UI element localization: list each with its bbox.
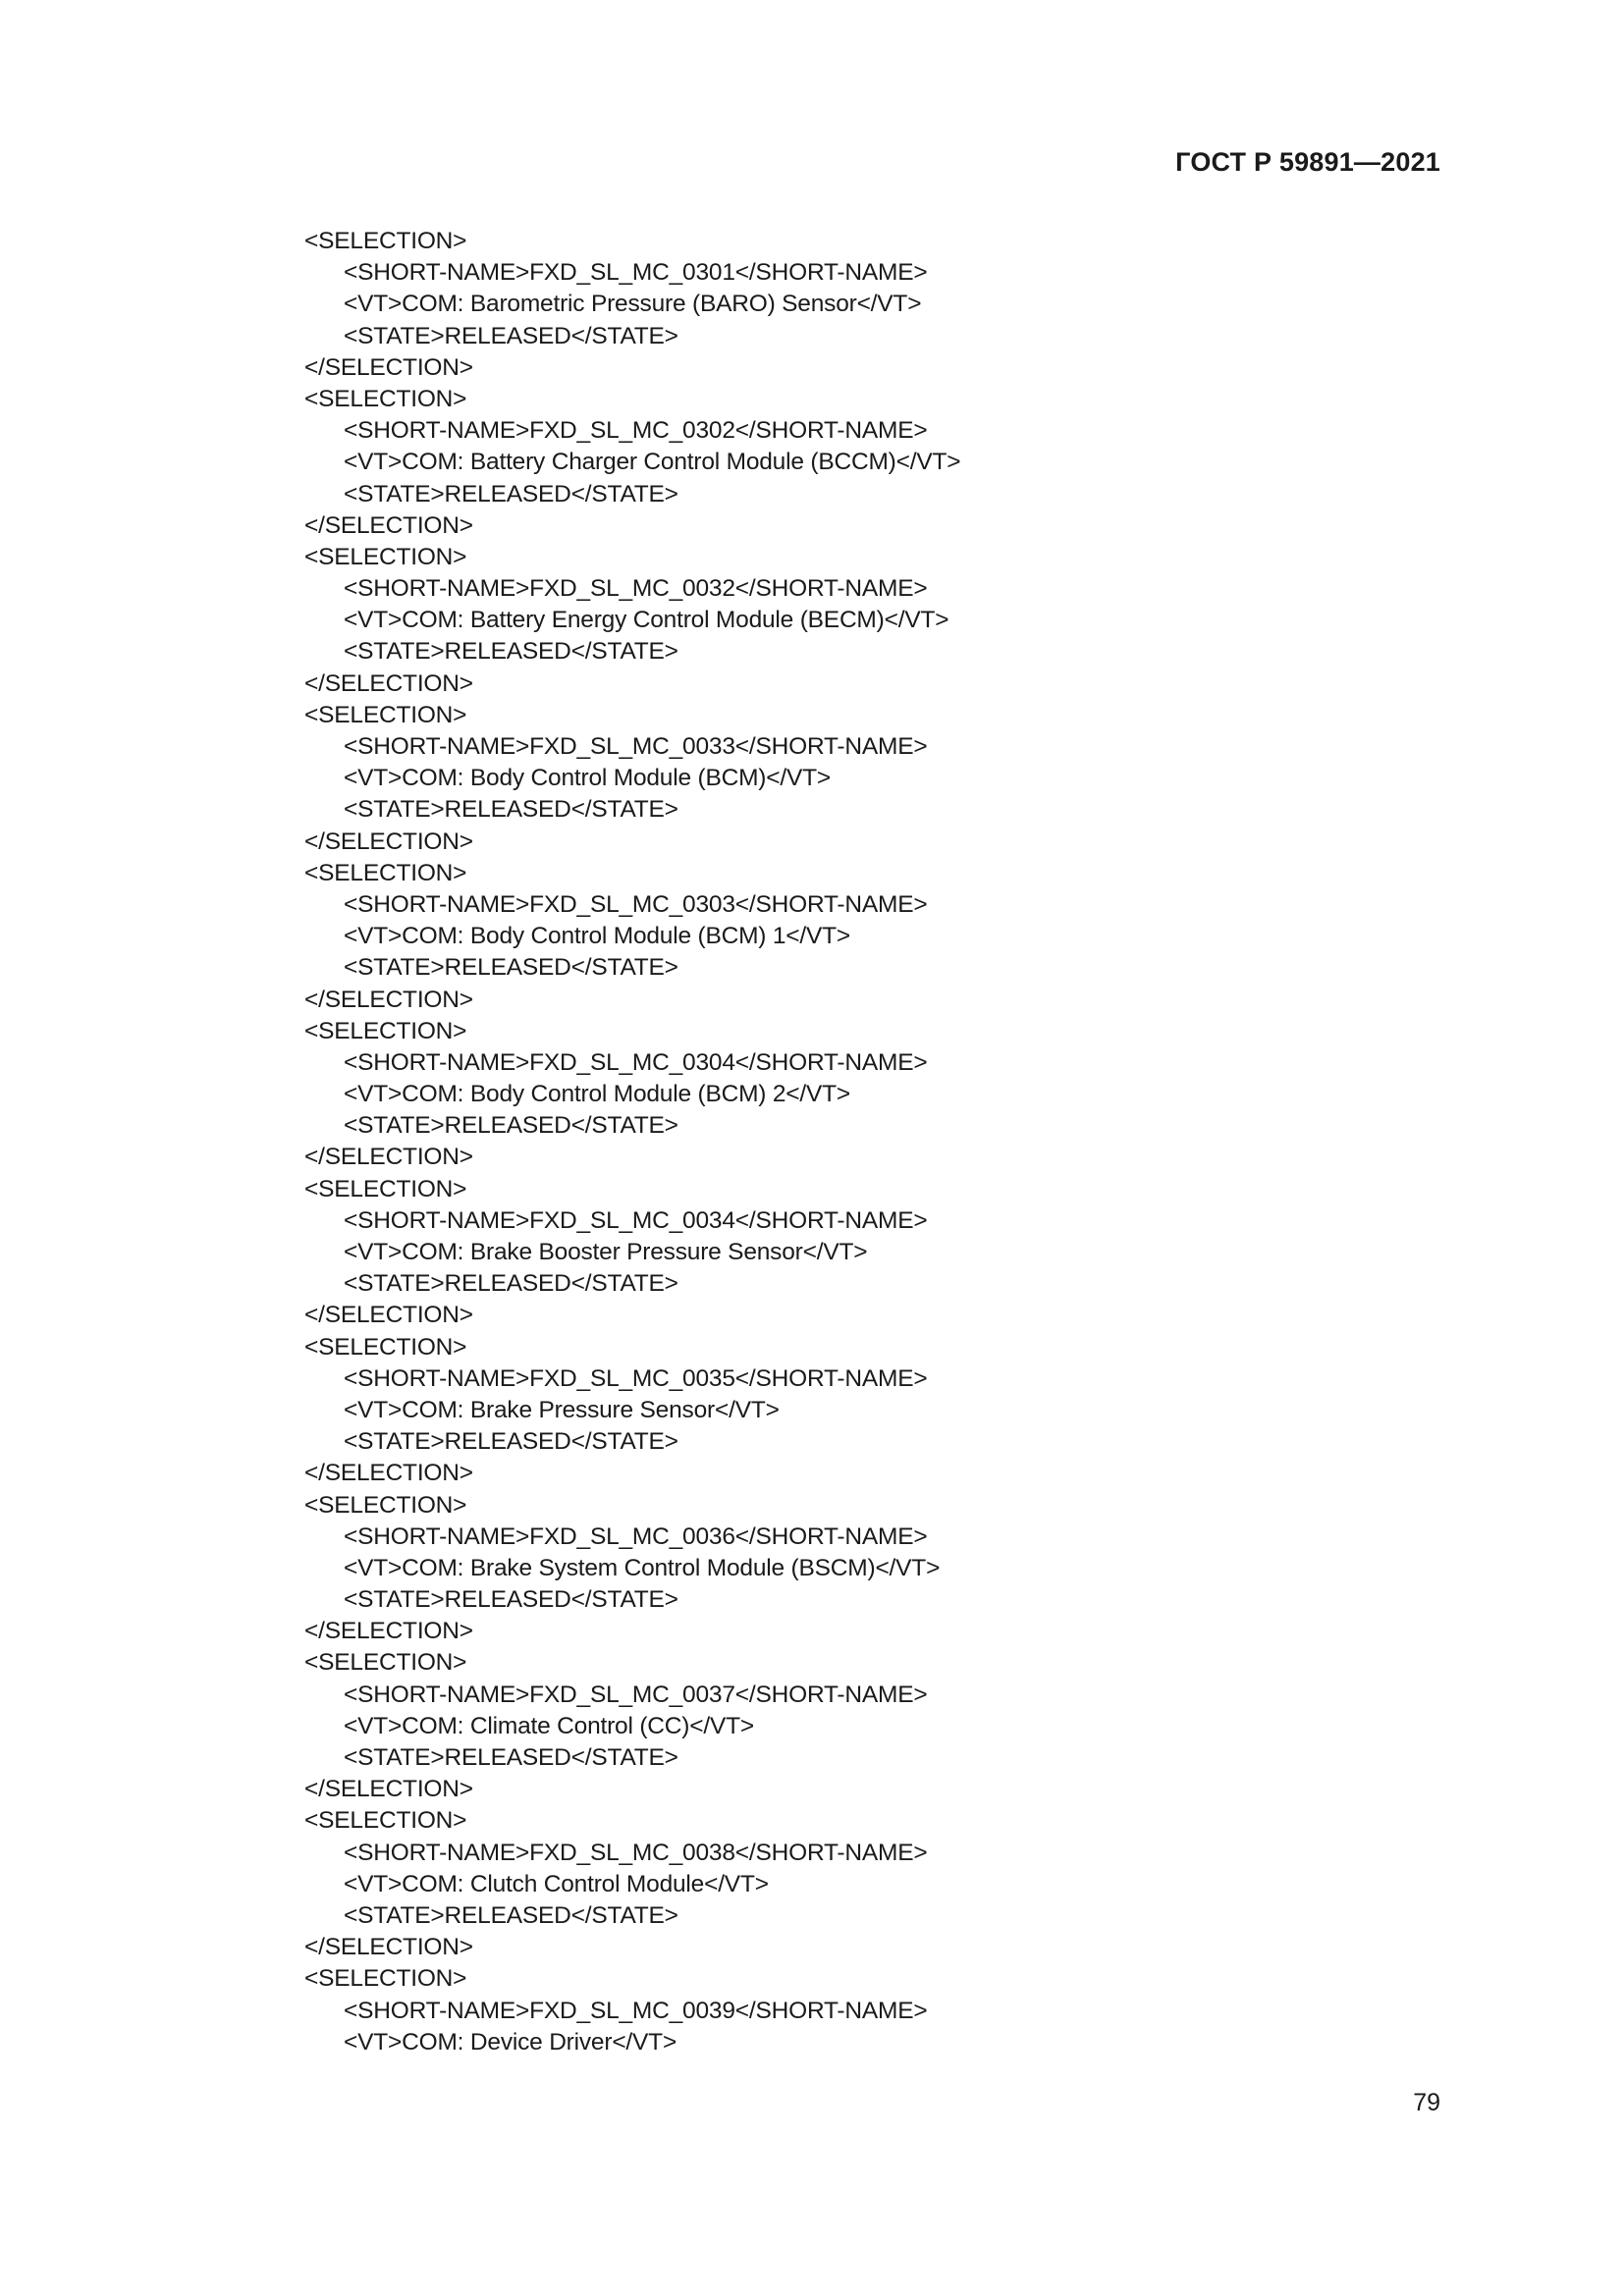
short-name-line: <SHORT-NAME>FXD_SL_MC_0034</SHORT-NAME> (344, 1206, 928, 1234)
selection-close-tag: </SELECTION> (304, 1460, 473, 1487)
state-line: <STATE>RELEASED</STATE> (344, 1744, 678, 1771)
short-name-line: <SHORT-NAME>FXD_SL_MC_0039</SHORT-NAME> (344, 1997, 928, 2024)
selection-open-tag: <SELECTION> (304, 1965, 467, 1993)
vt-line: <VT>COM: Battery Charger Control Module (BCCM)</VT> (344, 449, 961, 476)
state-line: <STATE>RELEASED</STATE> (344, 1112, 678, 1140)
selection-close-tag: </SELECTION> (304, 1776, 473, 1803)
selection-block (304, 1647, 1384, 1805)
selection-close-tag: </SELECTION> (304, 986, 473, 1013)
short-name-line: <SHORT-NAME>FXD_SL_MC_0303</SHORT-NAME> (344, 890, 928, 918)
selection-block (304, 1490, 1384, 1648)
state-line: <STATE>RELEASED</STATE> (344, 322, 678, 349)
state-line: <STATE>RELEASED</STATE> (344, 1428, 678, 1456)
selection-open-tag: <SELECTION> (304, 701, 467, 728)
state-line: <STATE>RELEASED</STATE> (344, 1270, 678, 1298)
short-name-line: <SHORT-NAME>FXD_SL_MC_0032</SHORT-NAME> (344, 575, 928, 603)
selection-open-tag: <SELECTION> (304, 385, 467, 412)
xml-code-block (304, 226, 1384, 2058)
short-name-line: <SHORT-NAME>FXD_SL_MC_0301</SHORT-NAME> (344, 259, 928, 287)
short-name-line: <SHORT-NAME>FXD_SL_MC_0033</SHORT-NAME> (344, 733, 928, 760)
selection-block (304, 1332, 1384, 1490)
state-line: <STATE>RELEASED</STATE> (344, 1586, 678, 1614)
selection-close-tag: </SELECTION> (304, 1618, 473, 1645)
selection-open-tag: <SELECTION> (304, 1649, 467, 1677)
vt-line: <VT>COM: Brake System Control Module (BSCM)</VT> (344, 1554, 941, 1581)
page-number: 79 (1413, 2089, 1440, 2116)
vt-line: <VT>COM: Barometric Pressure (BARO) Sensor</VT> (344, 291, 922, 318)
selection-close-tag: </SELECTION> (304, 353, 473, 381)
short-name-line: <SHORT-NAME>FXD_SL_MC_0035</SHORT-NAME> (344, 1364, 928, 1392)
vt-line: <VT>COM: Climate Control (CC)</VT> (344, 1712, 754, 1739)
state-line: <STATE>RELEASED</STATE> (344, 796, 678, 824)
selection-block (304, 226, 1384, 384)
vt-line: <VT>COM: Brake Pressure Sensor</VT> (344, 1396, 780, 1423)
selection-close-tag: </SELECTION> (304, 511, 473, 539)
selection-block (304, 542, 1384, 700)
vt-line: <VT>COM: Body Control Module (BCM) 2</VT> (344, 1081, 851, 1108)
document-header-standard-id: ГОСТ Р 59891—2021 (1175, 147, 1440, 177)
short-name-line: <SHORT-NAME>FXD_SL_MC_0038</SHORT-NAME> (344, 1839, 928, 1866)
short-name-line: <SHORT-NAME>FXD_SL_MC_0302</SHORT-NAME> (344, 417, 928, 445)
selection-block (304, 1805, 1384, 1963)
vt-line: <VT>COM: Body Control Module (BCM)</VT> (344, 765, 831, 792)
state-line: <STATE>RELEASED</STATE> (344, 480, 678, 507)
vt-line: <VT>COM: Device Driver</VT> (344, 2028, 677, 2056)
selection-open-tag: <SELECTION> (304, 859, 467, 886)
vt-line: <VT>COM: Clutch Control Module</VT> (344, 1870, 769, 1897)
short-name-line: <SHORT-NAME>FXD_SL_MC_0304</SHORT-NAME> (344, 1048, 928, 1076)
selection-open-tag: <SELECTION> (304, 1175, 467, 1202)
vt-line: <VT>COM: Body Control Module (BCM) 1</VT> (344, 923, 851, 950)
selection-close-tag: </SELECTION> (304, 1934, 473, 1961)
selection-open-tag: <SELECTION> (304, 1491, 467, 1519)
selection-close-tag: </SELECTION> (304, 1144, 473, 1171)
state-line: <STATE>RELEASED</STATE> (344, 638, 678, 666)
selection-open-tag: <SELECTION> (304, 1333, 467, 1361)
selection-close-tag: </SELECTION> (304, 828, 473, 855)
selection-block (304, 384, 1384, 542)
short-name-line: <SHORT-NAME>FXD_SL_MC_0037</SHORT-NAME> (344, 1681, 928, 1708)
selection-block (304, 1016, 1384, 1174)
selection-block (304, 858, 1384, 1016)
selection-open-tag: <SELECTION> (304, 543, 467, 570)
selection-open-tag: <SELECTION> (304, 228, 467, 254)
selection-close-tag: </SELECTION> (304, 1302, 473, 1329)
selection-open-tag: <SELECTION> (304, 1017, 467, 1044)
vt-line: <VT>COM: Brake Booster Pressure Sensor</VT> (344, 1239, 868, 1265)
selection-block (304, 1963, 1384, 2058)
selection-block (304, 700, 1384, 858)
selection-open-tag: <SELECTION> (304, 1807, 467, 1835)
short-name-line: <SHORT-NAME>FXD_SL_MC_0036</SHORT-NAME> (344, 1522, 928, 1550)
vt-line: <VT>COM: Battery Energy Control Module (BECM)</VT> (344, 607, 949, 634)
selection-block (304, 1174, 1384, 1332)
selection-close-tag: </SELECTION> (304, 669, 473, 697)
state-line: <STATE>RELEASED</STATE> (344, 1901, 678, 1929)
state-line: <STATE>RELEASED</STATE> (344, 954, 678, 982)
